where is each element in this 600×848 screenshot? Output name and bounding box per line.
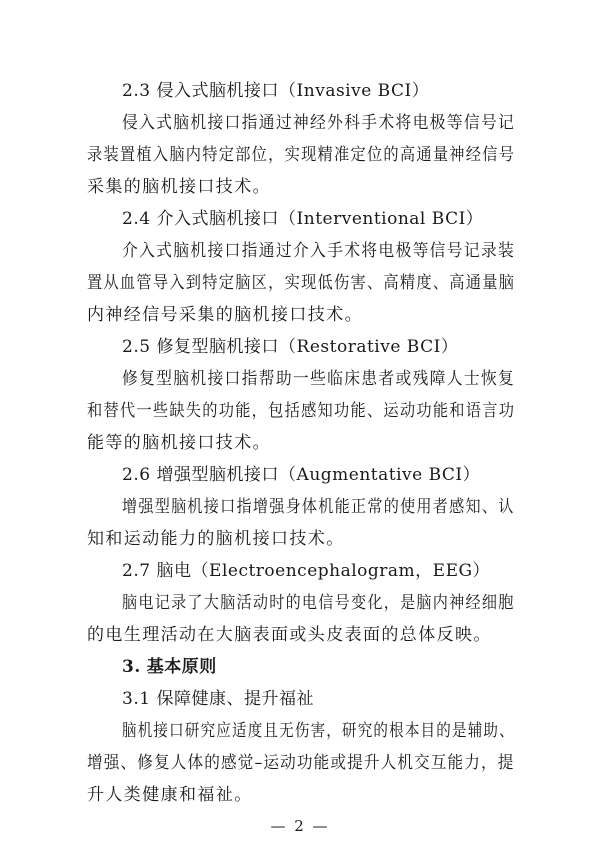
section-title: 保障健康、提升福祉 [156, 689, 315, 709]
paragraph-line: 修复型脑机接口指帮助一些临床患者或残障人士恢复 [122, 369, 516, 389]
section-heading-2-7 [122, 560, 490, 582]
section-heading-2-5 [122, 336, 458, 358]
section-number: 2.4 [122, 209, 151, 229]
section-title: 增强型脑机接口（Augmentative BCI） [156, 465, 481, 485]
section-title: 介入式脑机接口（Interventional BCI） [156, 209, 484, 229]
section-heading-2-4 [122, 208, 483, 230]
section-title: 修复型脑机接口（Restorative BCI） [156, 337, 459, 357]
paragraph-line: 脑电记录了大脑活动时的电信号变化，是脑内神经细胞 [122, 593, 515, 613]
paragraph-line: 的电生理活动在大脑表面或头皮表面的总体反映。 [87, 625, 492, 645]
chapter-title: 基本原则 [146, 657, 217, 677]
paragraph-line: 增强型脑机接口指增强身体机能正常的使用者感知、认 [122, 497, 515, 517]
paragraph-line: 知和运动能力的脑机接口技术。 [87, 529, 345, 549]
paragraph-line: 介入式脑机接口指通过介入手术将电极等信号记录装 [122, 241, 516, 261]
section-number: 2.6 [122, 465, 151, 485]
section-heading-3-1 [122, 688, 314, 710]
paragraph-line: 和替代一些缺失的功能，包括感知功能、运动功能和语言功 [87, 401, 516, 421]
section-number: 2.7 [122, 561, 151, 581]
paragraph-line: 侵入式脑机接口指通过神经外科手术将电极等信号记 [122, 113, 516, 133]
page-number: — 2 — [270, 817, 330, 835]
paragraph-line: 内神经信号采集的脑机接口技术。 [87, 305, 363, 325]
section-heading-2-3 [122, 80, 429, 102]
paragraph-line: 脑机接口研究应适度且无伤害，研究的根本目的是辅助、 [122, 721, 515, 741]
chapter-number: 3. [122, 657, 141, 677]
paragraph-line: 置从血管导入到特定脑区，实现低伤害、高精度、高通量脑 [87, 273, 516, 293]
section-number: 3.1 [122, 689, 151, 709]
section-number: 2.5 [122, 337, 151, 357]
section-heading-2-6 [122, 464, 480, 486]
paragraph-line: 增强、修复人体的感觉–运动功能或提升人机交互能力，提 [87, 753, 515, 773]
paragraph-line: 升人类健康和福祉。 [87, 785, 253, 805]
section-title: 侵入式脑机接口（Invasive BCI） [156, 81, 430, 101]
paragraph-line: 录装置植入脑内特定部位，实现精准定位的高通量神经信号 [87, 145, 516, 165]
section-number: 2.3 [122, 81, 151, 101]
paragraph-line: 能等的脑机接口技术。 [87, 433, 271, 453]
chapter-heading-3 [122, 656, 217, 678]
section-title: 脑电（Electroencephalogram，EEG） [156, 561, 491, 581]
paragraph-line: 采集的脑机接口技术。 [87, 177, 271, 197]
